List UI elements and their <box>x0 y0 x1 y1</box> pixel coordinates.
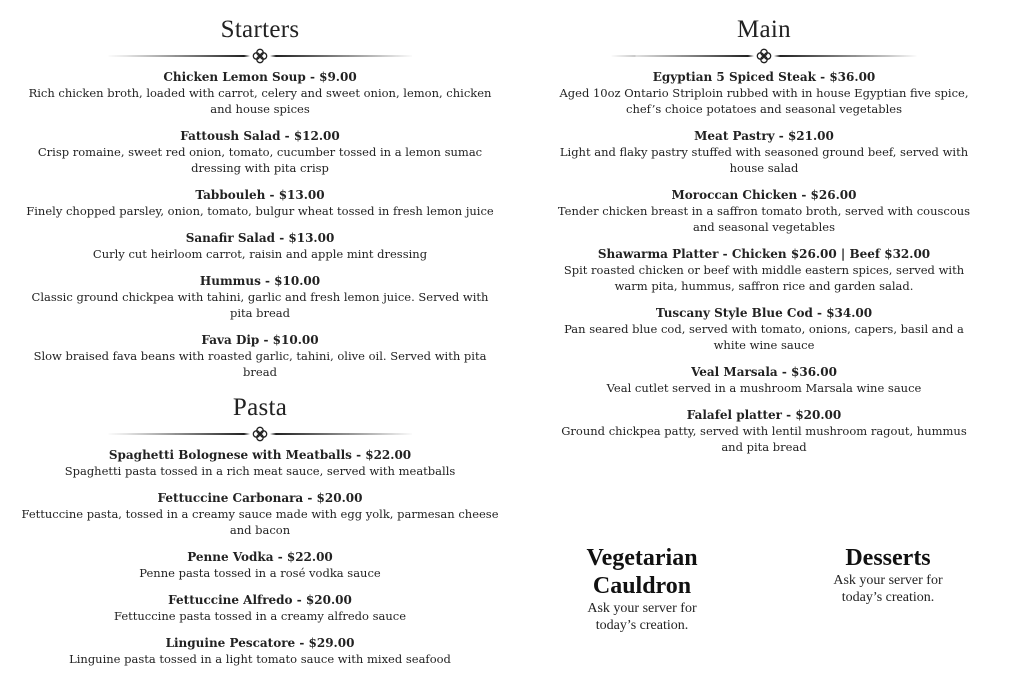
item-description: Penne pasta tossed in a rosé vodka sauce <box>139 566 381 580</box>
desserts-title: Desserts <box>845 545 931 571</box>
left-column <box>20 14 500 679</box>
item-description: Light and flaky pastry stuffed with seasoned ground beef, served with house salad <box>559 145 969 175</box>
menu-item <box>552 408 976 455</box>
item-title: Tabbouleh - $13.00 <box>195 188 325 202</box>
item-description: Spaghetti pasta tossed in a rich meat sauce, served with meatballs <box>64 464 456 478</box>
item-title: Spaghetti Bolognese with Meatballs - $22.00 <box>108 448 412 462</box>
item-description: Crisp romaine, sweet red onion, tomato, cucumber tossed in a lemon sumac dressing with pita crisp <box>37 145 483 175</box>
ornament-divider-icon <box>604 48 924 64</box>
item-title: Meat Pastry - $21.00 <box>694 129 834 143</box>
vegetarian-cauldron-block <box>567 544 717 634</box>
item-description: Spit roasted chicken or beef with middle eastern spices, served with warm pita, hummus, saffron rice and garden salad. <box>563 263 965 293</box>
menu-item <box>20 188 500 219</box>
menu-item <box>20 129 500 176</box>
item-title: Fettuccine Carbonara - $20.00 <box>157 491 363 505</box>
menu-item <box>20 70 500 117</box>
item-title: Shawarma Platter - Chicken $26.00 | Beef $32.00 <box>597 247 931 261</box>
item-title: Linguine Pescatore - $29.00 <box>165 636 355 650</box>
item-description: Linguine pasta tossed in a light tomato sauce with mixed seafood <box>69 652 451 666</box>
item-title: Sanafir Salad - $13.00 <box>185 231 335 245</box>
vegetarian-note-line1: Ask your server for <box>587 601 697 616</box>
menu-item <box>552 247 976 294</box>
item-title: Penne Vodka - $22.00 <box>187 550 333 564</box>
menu-item <box>552 188 976 235</box>
item-title: Egyptian 5 Spiced Steak - $36.00 <box>652 70 876 84</box>
main-title: Main <box>737 16 791 43</box>
item-description: Finely chopped parsley, onion, tomato, bulgur wheat tossed in fresh lemon juice <box>26 204 494 218</box>
menu-item <box>552 70 976 117</box>
item-description: Fettuccine pasta tossed in a creamy alfredo sauce <box>113 609 406 623</box>
menu-item <box>20 274 500 321</box>
ornament-divider-icon <box>100 48 420 64</box>
ornament-divider-icon <box>100 426 420 442</box>
desserts-note-line1: Ask your server for <box>833 573 943 588</box>
right-column <box>552 14 976 467</box>
menu-item <box>20 491 500 538</box>
item-description: Curly cut heirloom carrot, raisin and apple mint dressing <box>92 247 428 261</box>
item-description: Tender chicken breast in a saffron tomato broth, served with couscous and seasonal vegetables <box>557 204 971 234</box>
menu-item <box>552 365 976 396</box>
item-title: Chicken Lemon Soup - $9.00 <box>163 70 357 84</box>
desserts-block <box>813 544 963 606</box>
item-description: Fettuccine pasta, tossed in a creamy sauce made with egg yolk, parmesan cheese and bacon <box>21 507 499 537</box>
item-description: Ground chickpea patty, served with lentil mushroom ragout, hummus and pita bread <box>561 424 967 454</box>
item-description: Pan seared blue cod, served with tomato, onions, capers, basil and a white wine sauce <box>564 322 964 352</box>
menu-item <box>20 231 500 262</box>
item-description: Classic ground chickpea with tahini, garlic and fresh lemon juice. Served with pita bread <box>31 290 489 320</box>
item-title: Moroccan Chicken - $26.00 <box>671 188 857 202</box>
item-title: Fava Dip - $10.00 <box>201 333 319 347</box>
vegetarian-note-line2: today’s creation. <box>595 618 689 633</box>
item-title: Fettuccine Alfredo - $20.00 <box>168 593 352 607</box>
menu-item <box>20 593 500 624</box>
menu-item <box>20 550 500 581</box>
item-title: Hummus - $10.00 <box>199 274 321 288</box>
desserts-note-line2: today’s creation. <box>841 590 935 605</box>
item-description: Rich chicken broth, loaded with carrot, celery and sweet onion, lemon, chicken and house spices <box>28 86 492 116</box>
item-title: Veal Marsala - $36.00 <box>691 365 837 379</box>
starters-divider <box>20 48 500 64</box>
vegetarian-title-line2: Cauldron <box>592 573 692 599</box>
main-divider <box>552 48 976 64</box>
item-title: Falafel platter - $20.00 <box>686 408 842 422</box>
pasta-title: Pasta <box>232 394 288 421</box>
pasta-divider <box>20 426 500 442</box>
item-title: Fattoush Salad - $12.00 <box>180 129 340 143</box>
item-description: Aged 10oz Ontario Striploin rubbed with in house Egyptian five spice, chef’s choice potatoes and seasonal vegetables <box>559 86 969 116</box>
item-title: Tuscany Style Blue Cod - $34.00 <box>655 306 873 320</box>
item-description: Slow braised fava beans with roasted garlic, tahini, olive oil. Served with pita bread <box>33 349 487 379</box>
menu-item <box>552 306 976 353</box>
menu-item <box>552 129 976 176</box>
starters-title: Starters <box>220 16 300 43</box>
vegetarian-title-line1: Vegetarian <box>586 545 698 571</box>
item-description: Veal cutlet served in a mushroom Marsala wine sauce <box>606 381 922 395</box>
menu-item <box>20 636 500 667</box>
menu-item <box>20 333 500 380</box>
menu-item <box>20 448 500 479</box>
